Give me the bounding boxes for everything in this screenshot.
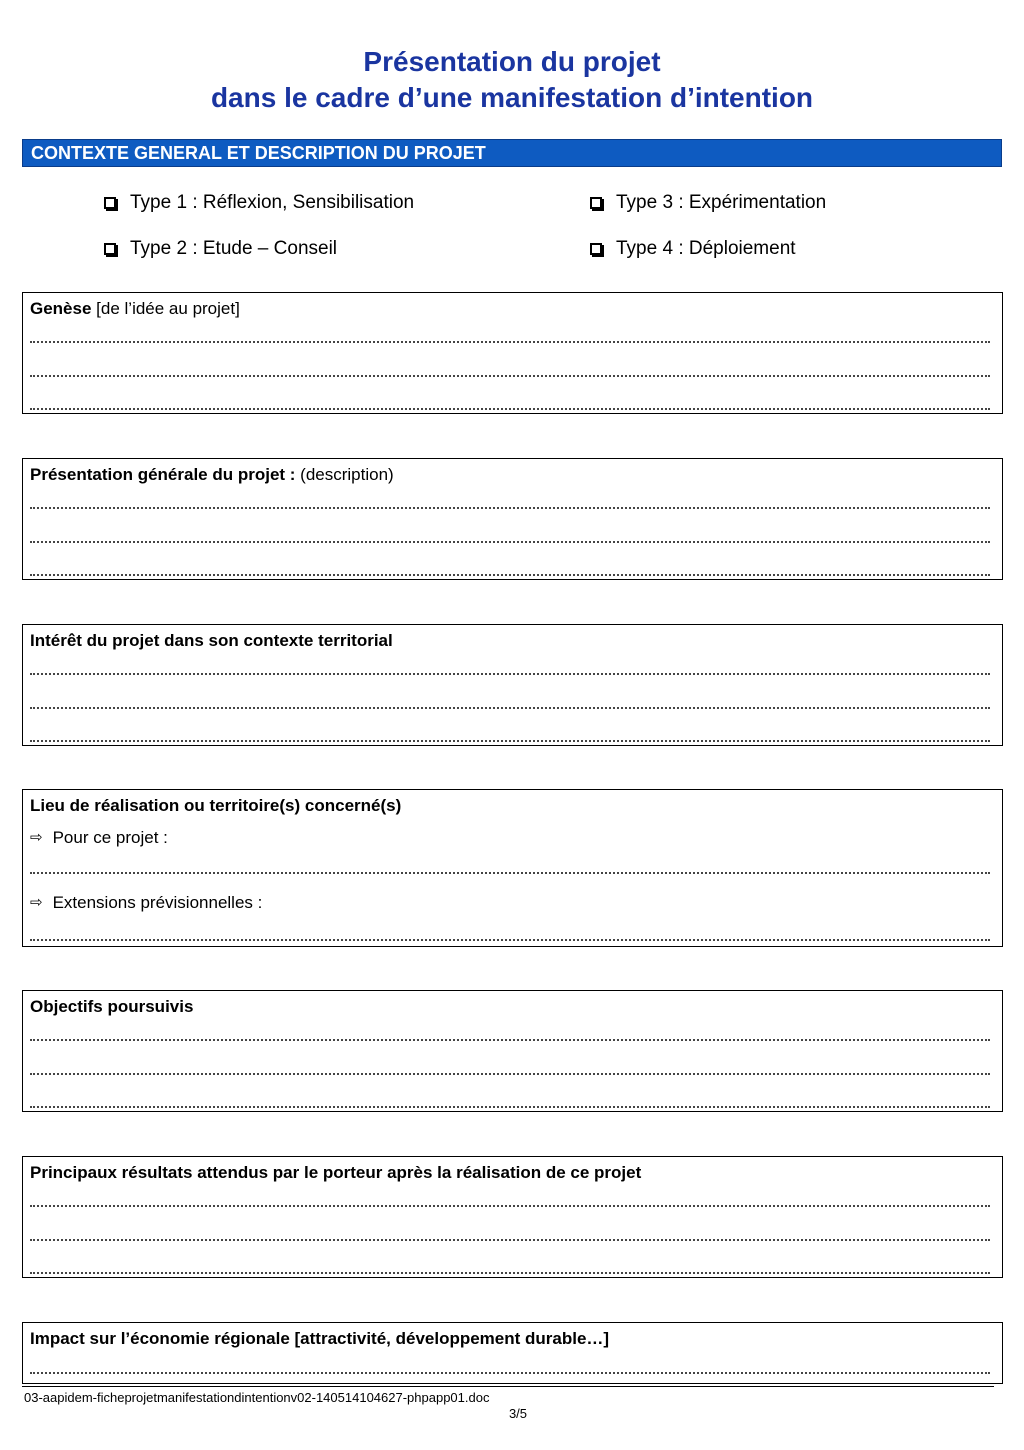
checkbox-icon[interactable]	[104, 197, 116, 209]
title-line-2: dans le cadre d’une manifestation d’intention	[210, 82, 814, 113]
resultats-label	[30, 1162, 641, 1184]
impact-box[interactable]	[22, 1322, 1003, 1384]
genese-label-rest: [de l’idée au projet]	[91, 299, 240, 318]
footer-page-number: 3/5	[508, 1406, 528, 1421]
interet-label	[30, 630, 393, 652]
arrow-right-icon: ⇨	[30, 829, 43, 846]
interet-box[interactable]	[22, 624, 1003, 746]
fill-line[interactable]	[30, 341, 990, 343]
impact-label-bold: Impact sur l’économie régionale [attractivité, développement durable…]	[30, 1329, 610, 1348]
lieu-box[interactable]	[22, 789, 1003, 947]
resultats-label-bold: Principaux résultats attendus par le porteur après la réalisation de ce projet	[30, 1163, 642, 1182]
presentation-box[interactable]	[22, 458, 1003, 580]
type-option-label: Type 2 : Etude – Conseil	[130, 238, 338, 259]
fill-line[interactable]	[30, 673, 990, 675]
interet-label-bold: Intérêt du projet dans son contexte territorial	[30, 631, 393, 650]
fill-line[interactable]	[30, 1073, 990, 1075]
fill-line[interactable]	[30, 707, 990, 709]
arrow-right-icon: ⇨	[30, 894, 43, 911]
type-option-label: Type 1 : Réflexion, Sensibilisation	[130, 192, 415, 213]
fill-line[interactable]	[30, 872, 990, 874]
impact-label	[30, 1328, 609, 1350]
lieu-sub-2-label: Extensions prévisionnelles :	[52, 893, 263, 912]
fill-line[interactable]	[30, 574, 990, 576]
fill-line[interactable]	[30, 740, 990, 742]
footer-divider	[22, 1386, 994, 1387]
objectifs-box[interactable]	[22, 990, 1003, 1112]
type-option-label: Type 4 : Déploiement	[616, 238, 796, 259]
footer-filename: 03-aapidem-ficheprojetmanifestationdintentionv02-140514104627-phpapp01.doc	[24, 1390, 490, 1405]
fill-line[interactable]	[30, 1239, 990, 1241]
fill-line[interactable]	[30, 375, 990, 377]
checkbox-icon[interactable]	[590, 197, 602, 209]
genese-box[interactable]	[22, 292, 1003, 414]
genese-label	[30, 298, 240, 320]
objectifs-label-bold: Objectifs poursuivis	[30, 997, 194, 1016]
type-option-4[interactable]	[590, 237, 796, 261]
lieu-sub-2	[30, 892, 262, 914]
title-line-1: Présentation du projet	[363, 46, 661, 77]
presentation-label	[30, 464, 394, 486]
fill-line[interactable]	[30, 408, 990, 410]
lieu-sub-1	[30, 827, 168, 849]
document-title	[0, 44, 1024, 116]
checkbox-icon[interactable]	[104, 243, 116, 255]
lieu-label	[30, 795, 401, 817]
lieu-sub-1-label: Pour ce projet :	[52, 828, 168, 847]
resultats-box[interactable]	[22, 1156, 1003, 1278]
type-option-2[interactable]	[104, 237, 337, 261]
presentation-label-rest: (description)	[295, 465, 394, 484]
section-header: CONTEXTE GENERAL ET DESCRIPTION DU PROJET	[22, 139, 1002, 167]
fill-line[interactable]	[30, 541, 990, 543]
genese-label-bold: Genèse	[30, 299, 92, 318]
fill-line[interactable]	[30, 939, 990, 941]
objectifs-label	[30, 996, 193, 1018]
fill-line[interactable]	[30, 1039, 990, 1041]
fill-line[interactable]	[30, 1205, 990, 1207]
fill-line[interactable]	[30, 507, 990, 509]
presentation-label-bold: Présentation générale du projet :	[30, 465, 296, 484]
type-option-1[interactable]	[104, 191, 414, 215]
fill-line[interactable]	[30, 1372, 990, 1374]
lieu-label-bold: Lieu de réalisation ou territoire(s) concerné(s)	[30, 796, 402, 815]
type-option-3[interactable]	[590, 191, 826, 215]
fill-line[interactable]	[30, 1272, 990, 1274]
checkbox-icon[interactable]	[590, 243, 602, 255]
fill-line[interactable]	[30, 1106, 990, 1108]
type-option-label: Type 3 : Expérimentation	[616, 192, 827, 213]
